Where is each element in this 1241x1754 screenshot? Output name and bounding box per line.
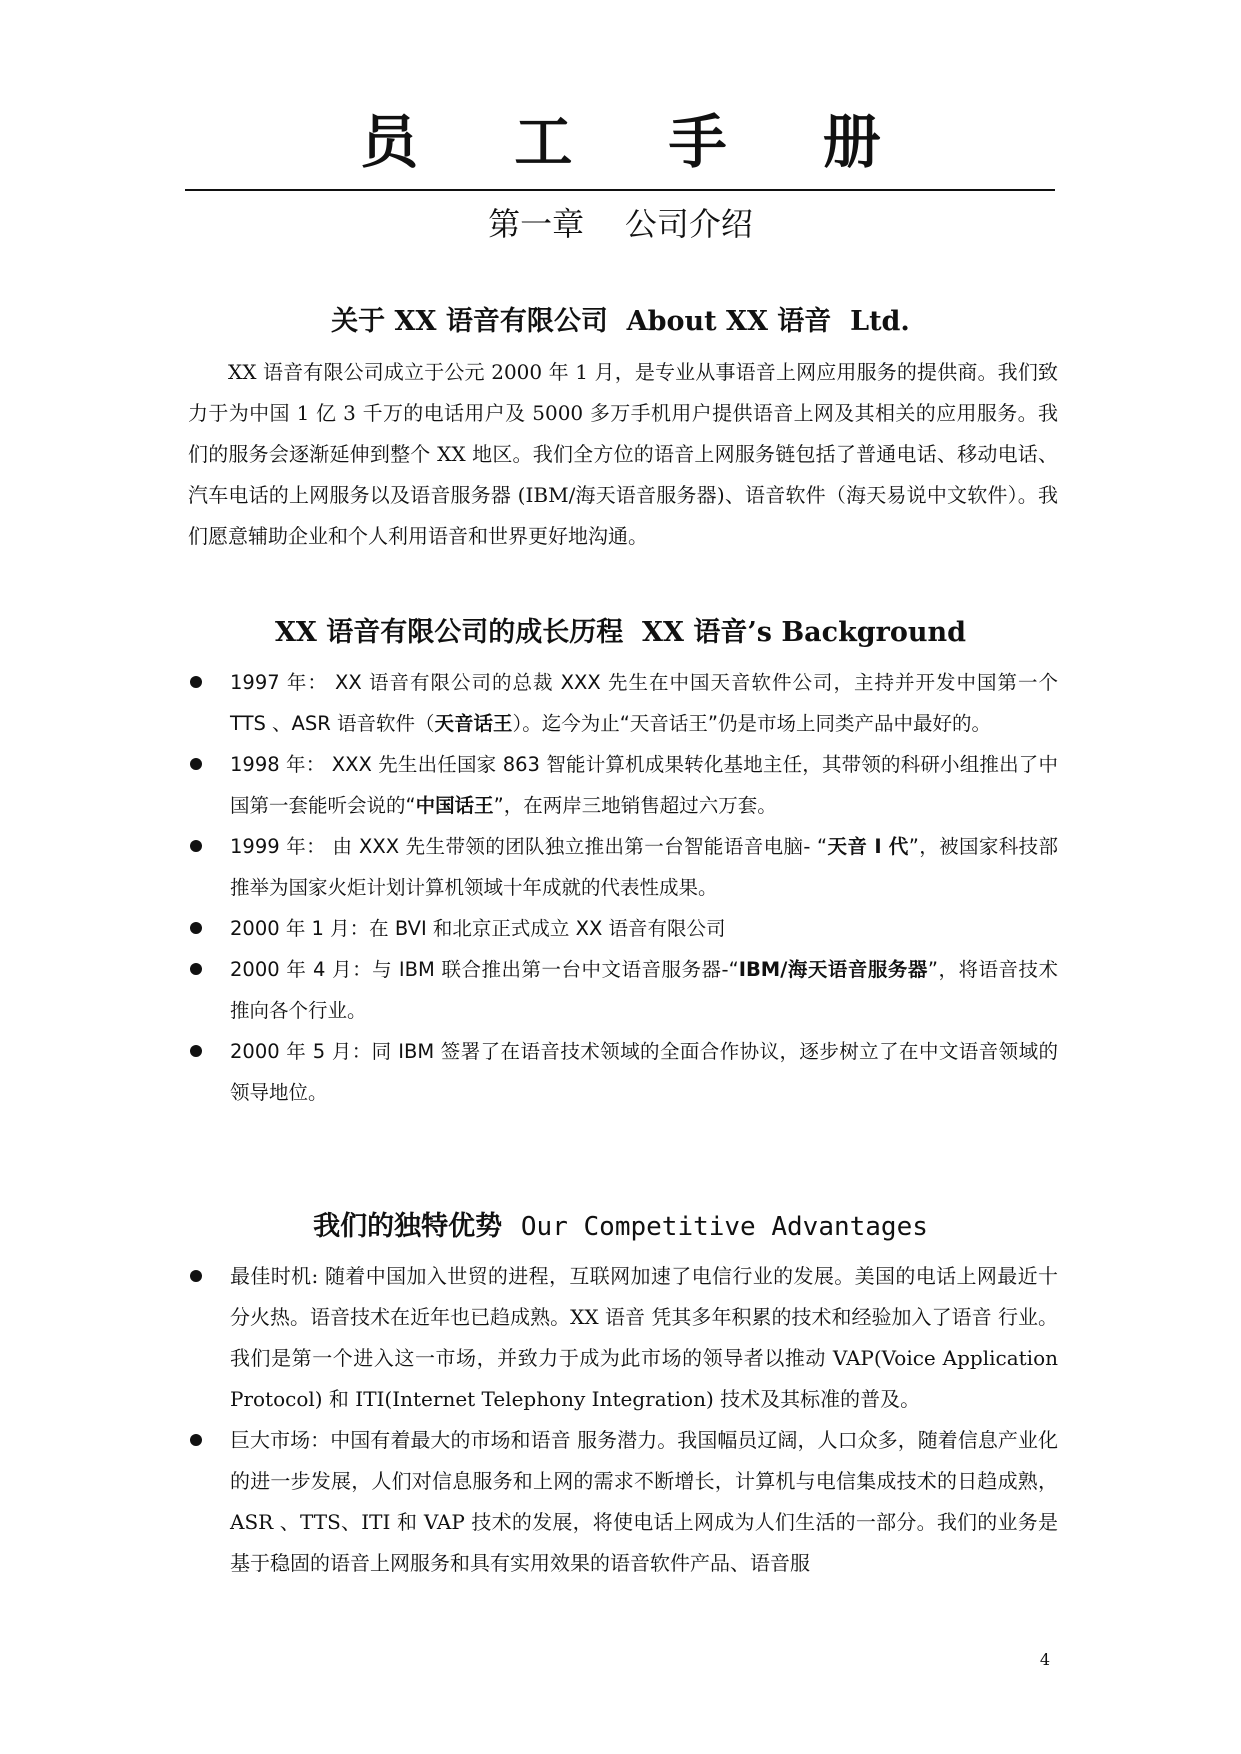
about-paragraph: XX 语音有限公司成立于公元 2000 年 1 月，是专业从事语音上网应用服务的提供商。我们致力于为中国 1 亿 3 千万的电话用户及 5000 多万手机用户提供语音上网及其相关的应用服务。我们的服务会逐渐延伸到整个 XX 地区。我们全方位的语音上网服务链包括了普通电话、移动电话、汽车电话的上网服务以及语音服务器 (IBM/海天语音服务器)、语音软件（海天易说中文软件）。我们愿意辅助企业和个人利用语音和世界更好地沟通。 (188, 360, 1058, 548)
advantage-item-market: 巨大市场：中国有着最大的市场和语音 服务潜力。我国幅员辽阔，人口众多，随着信息产业化的进一步发展，人们对信息服务和上网的需求不断增长，计算机与电信集成技术的日趋成熟，ASR 、TTS、ITI 和 VAP 技术的发展，将使电话上网成为人们生活的一部分。我们的业务是基于稳固的语音上网服务和具有实用效果的语音软件产品、语音服 (188, 1420, 1058, 1584)
title-divider (185, 189, 1055, 191)
product-name: 天音 I 代 (827, 835, 909, 858)
history-item-2000-05: 2000 年 5 月：同 IBM 签署了在语音技术领域的全面合作协议，逐步树立了在中文语音领域的领导地位。 (188, 1031, 1058, 1113)
section-heading-background: XX 语音有限公司的成长历程 XX 语音’s Background (274, 617, 967, 648)
advantages-list (188, 1256, 1058, 1584)
product-name: IBM/海天语音服务器 (738, 958, 928, 981)
product-name: 中国话王 (415, 794, 494, 817)
chapter-title: 第一章 公司介绍 (488, 205, 753, 243)
page-number: 4 (1039, 1650, 1050, 1669)
page-title: 员 工 手 册 (360, 108, 919, 176)
history-item-2000-04: 2000 年 4 月：与 IBM 联合推出第一台中文语音服务器-“IBM/海天语音服务器”，将语音技术推向各个行业。 (188, 949, 1058, 1031)
history-list (188, 662, 1058, 1113)
history-item-1998: 1998 年： XXX 先生出任国家 863 智能计算机成果转化基地主任，其带领的科研小组推出了中国第一套能听会说的“中国话王”，在两岸三地销售超过六万套。 (188, 744, 1058, 826)
section-heading-advantages: 我们的独特优势 Our Competitive Advantages (313, 1211, 928, 1242)
section-heading-about: 关于 XX 语音有限公司 About XX 语音 Ltd. (331, 306, 910, 337)
history-item-2000-01: 2000 年 1 月：在 BVI 和北京正式成立 XX 语音有限公司 (188, 908, 1058, 949)
advantage-item-timing: 最佳时机: 随着中国加入世贸的进程，互联网加速了电信行业的发展。美国的电话上网最近十分火热。语音技术在近年也已趋成熟。XX 语音 凭其多年积累的技术和经验加入了语音 行业。我们是第一个进入这一市场，并致力于成为此市场的领导者以推动 VAP(Voice Application Protocol) 和 ITI(Internet Telephony Integration) 技术及其标准的普及。 (188, 1256, 1058, 1420)
product-name: 天音话王 (434, 712, 513, 735)
history-item-1999: 1999 年： 由 XXX 先生带领的团队独立推出第一台智能语音电脑- “天音 I 代”，被国家科技部推举为国家火炬计划计算机领域十年成就的代表性成果。 (188, 826, 1058, 908)
history-item-1997: 1997 年： XX 语音有限公司的总裁 XXX 先生在中国天音软件公司，主持并开发中国第一个 TTS 、ASR 语音软件（天音话王）。迄今为止“天音话王”仍是市场上同类产品中最好的。 (188, 662, 1058, 744)
